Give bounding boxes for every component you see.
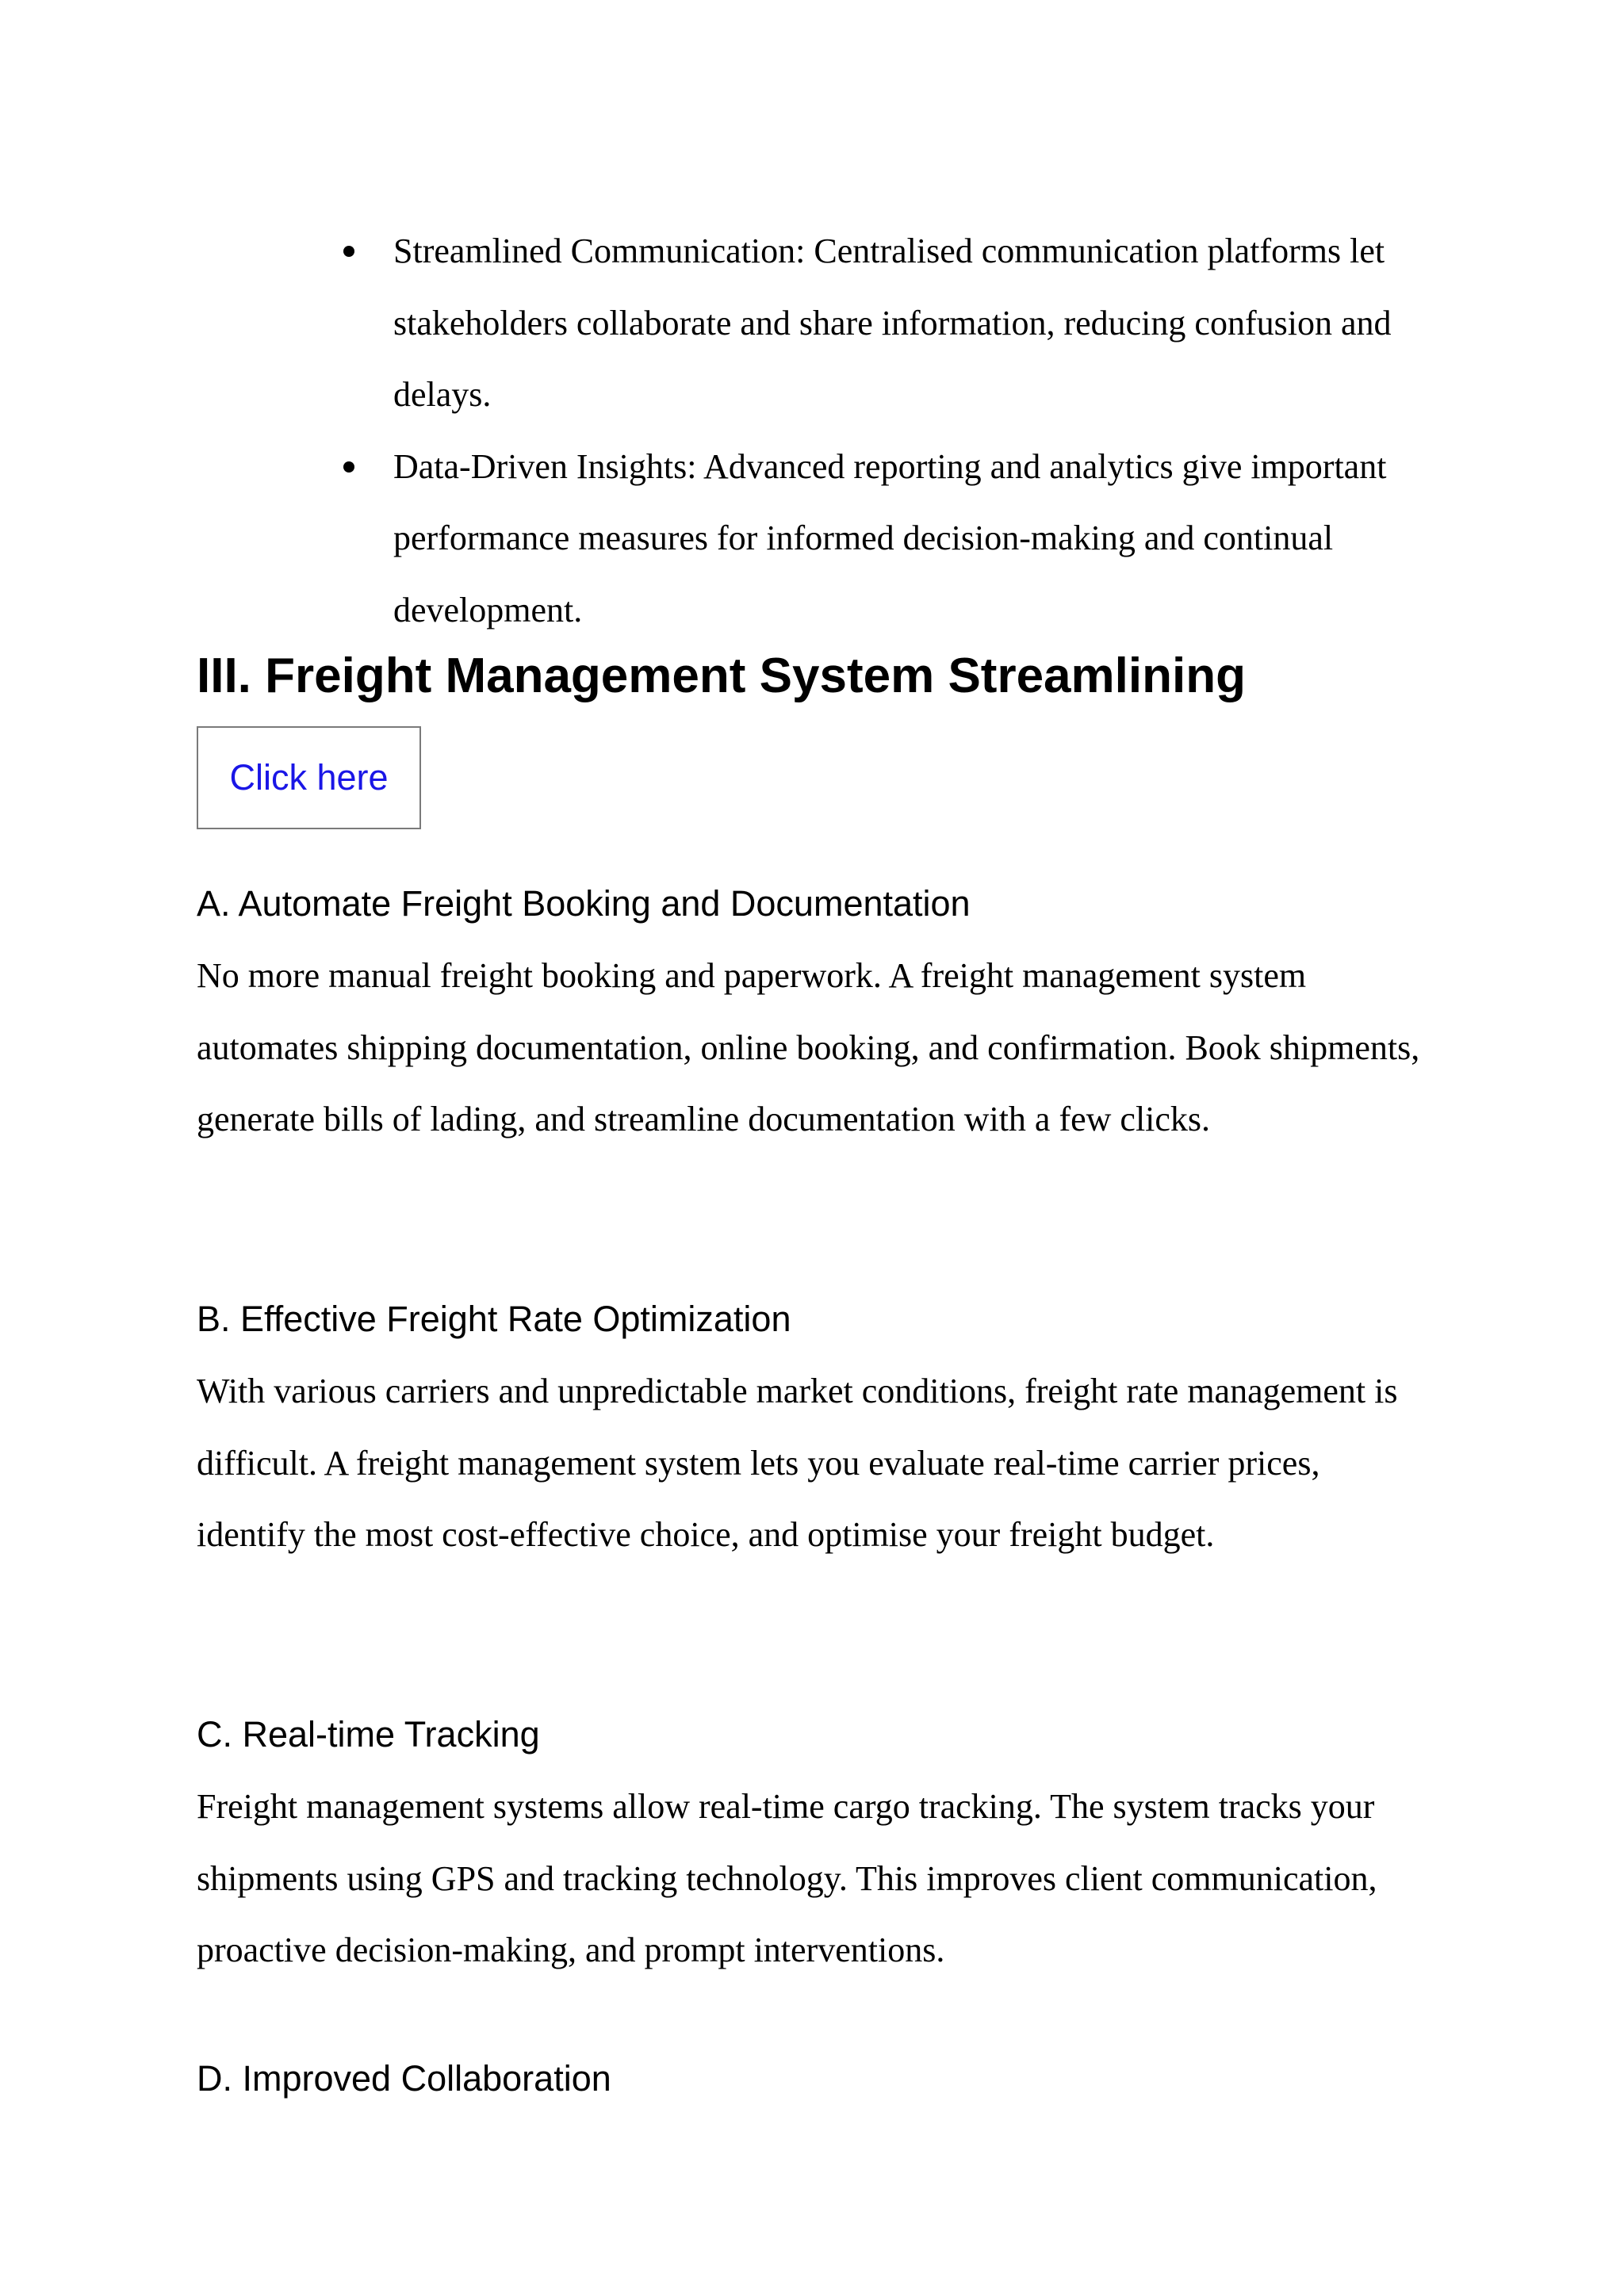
list-item	[337, 216, 1447, 431]
click-here-link[interactable]: Click here	[229, 757, 389, 798]
subheading-improved-collaboration: D. Improved Collaboration	[197, 2058, 611, 2099]
subheading-automate-booking: A. Automate Freight Booking and Documentation	[197, 883, 971, 924]
click-here-box[interactable]	[197, 726, 421, 829]
paragraph-real-time-tracking: Freight management systems allow real-time cargo tracking. The system tracks your shipments using GPS and tracking technology. This improves client communication, proactive decision-making, and prompt interventions.	[197, 1787, 1377, 1969]
bullet-icon	[343, 461, 354, 473]
bullet-icon	[343, 246, 354, 257]
subheading-rate-optimization: B. Effective Freight Rate Optimization	[197, 1299, 791, 1339]
list-item	[337, 431, 1447, 647]
subheading-real-time-tracking: C. Real-time Tracking	[197, 1714, 540, 1755]
paragraph-automate-booking: No more manual freight booking and paperwork. A freight management system automates shipping documentation, online booking, and confirmation. Book shipments, generate bills of lading, and streamline documentation with a few clicks.	[197, 956, 1420, 1138]
bullet-text: Data-Driven Insights: Advanced reporting and analytics give important performance measures for informed decision-making and continual development.	[393, 446, 1387, 629]
paragraph-rate-optimization: With various carriers and unpredictable market conditions, freight rate management is difficult. A freight management system lets you evaluate real-time carrier prices, identify the most cost-effective choice, and optimise your freight budget.	[197, 1372, 1398, 1554]
bullet-list	[337, 216, 1447, 646]
section-title: III. Freight Management System Streamlining	[197, 649, 1246, 703]
bullet-text: Streamlined Communication: Centralised communication platforms let stakeholders collaborate and share information, reducing confusion and delays.	[393, 232, 1392, 414]
